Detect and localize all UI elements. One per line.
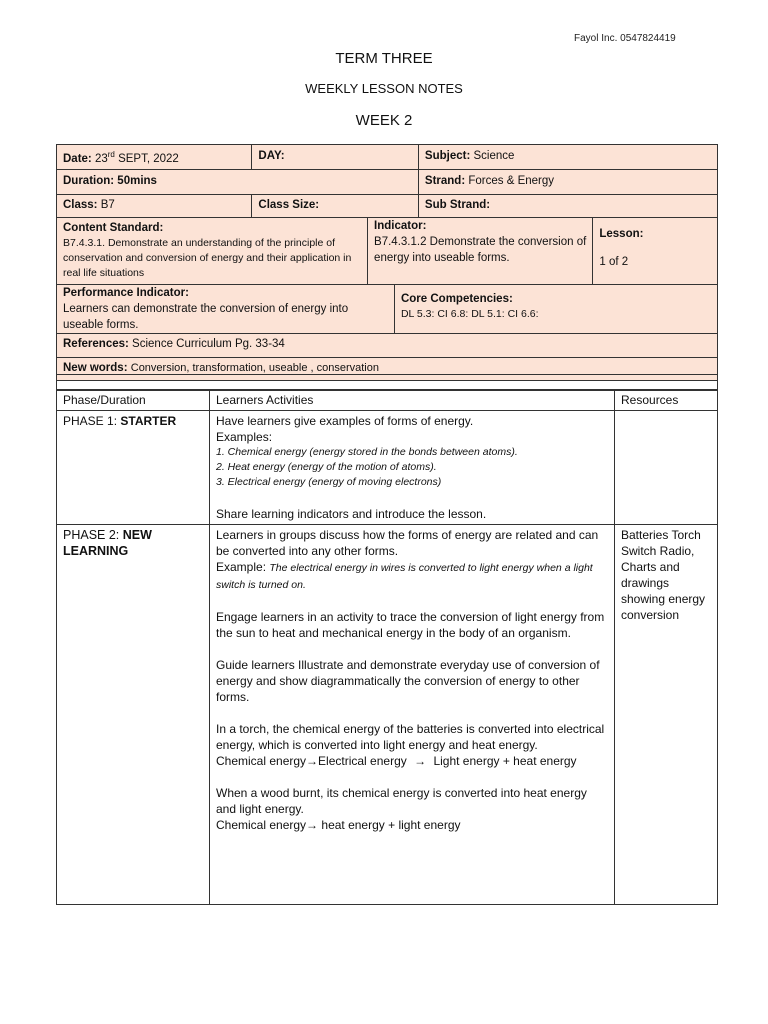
phase1-cell <box>57 411 210 525</box>
phase2-row <box>57 525 718 905</box>
strand-value: Forces & Energy <box>468 175 555 187</box>
plan-row-date <box>56 144 718 170</box>
arrow-right-icon: → <box>306 754 319 768</box>
references-cell <box>57 334 717 357</box>
energy-chain-torch <box>216 753 608 769</box>
sub-strand-cell <box>419 195 717 217</box>
energy-chain-wood <box>216 817 608 833</box>
phase2-example-text: The electrical energy in wires is converted to light energy when a light switch is turned on. <box>216 562 593 591</box>
indicator-cell <box>368 218 593 284</box>
plan-row-references <box>56 334 718 358</box>
new-words-value: Conversion, transformation, useable , conservation <box>130 362 379 374</box>
class-value: B7 <box>100 199 115 211</box>
strand-cell <box>419 170 717 194</box>
content-standard-cell <box>57 218 368 284</box>
phase1-examples-label: Examples: <box>216 430 273 444</box>
week-title: WEEK 2 <box>355 112 413 129</box>
indicator-text: B7.4.3.1.2 Demonstrate the conversion of energy into useable forms. <box>374 236 587 264</box>
new-words-label: New words: <box>63 362 128 374</box>
arrow-right-icon: → <box>414 754 427 768</box>
phase1-prefix: PHASE 1: <box>63 414 118 428</box>
phase2-paragraph-1: Learners in groups discuss how the forms of energy are related and can be converted into any other forms. <box>216 528 599 558</box>
date-day: 23 <box>94 152 108 165</box>
content-standard-label: Content Standard: <box>63 222 164 234</box>
term-title: TERM THREE <box>335 50 433 67</box>
phase1-example-1: 1. Chemical energy (energy stored in the bonds between atoms). <box>216 446 518 458</box>
arrow-right-icon: → <box>306 818 319 832</box>
performance-text: Learners can demonstrate the conversion of energy into useable forms. <box>63 303 349 331</box>
strand-label: Strand: <box>424 175 466 187</box>
phase2-paragraph-4: In a torch, the chemical energy of the batteries is converted into electrical energy, which is converted into light energy and heat energy. <box>216 722 605 752</box>
date-rest: SEPT, 2022 <box>118 152 179 165</box>
phase2-prefix: PHASE 2: <box>63 528 120 542</box>
class-size-label: Class Size: <box>258 199 320 211</box>
phase2-activities <box>210 525 615 905</box>
duration-cell <box>57 170 419 194</box>
sub-strand-label: Sub Strand: <box>424 199 491 211</box>
day-cell <box>252 145 419 169</box>
phase1-row <box>57 411 718 525</box>
plan-row-duration <box>56 170 718 195</box>
performance-label: Performance Indicator: <box>63 287 189 299</box>
plan-row-class <box>56 195 718 218</box>
header-resources: Resources <box>615 390 718 411</box>
phase1-example-2: 2. Heat energy (energy of the motion of atoms). <box>216 461 437 473</box>
chain1-light-heat: Light energy + heat energy <box>433 754 577 768</box>
phase1-example-3: 3. Electrical energy (energy of moving electrons) <box>216 476 442 488</box>
notes-subtitle: WEEKLY LESSON NOTES <box>305 81 463 96</box>
subject-value: Science <box>473 150 515 162</box>
phase2-name-2: LEARNING <box>63 544 129 558</box>
content-standard-text: B7.4.3.1. Demonstrate an understanding of the principle of conservation and conversion of energy and their application in real life situations <box>63 237 352 279</box>
activities-table <box>56 389 718 905</box>
phase2-paragraph-3: Guide learners Illustrate and demonstrate everyday use of conversion of energy and show diagrammatically the conversion of energy to other forms. <box>216 658 600 704</box>
subject-label: Subject: <box>424 150 471 162</box>
phase2-paragraph-2: Engage learners in an activity to trace the conversion of light energy from the sun to heat and mechanical energy in the body of an organism. <box>216 610 605 640</box>
phase1-intro: Have learners give examples of forms of energy. <box>216 414 474 428</box>
core-text: DL 5.3: CI 6.8: DL 5.1: CI 6.6: <box>400 308 539 320</box>
lesson-label: Lesson: <box>599 228 644 240</box>
class-label: Class: <box>63 199 98 211</box>
lesson-cell <box>593 218 717 284</box>
phase2-example-label: Example: <box>216 560 267 574</box>
header-activities: Learners Activities <box>210 390 615 411</box>
core-competencies-cell <box>395 285 717 333</box>
date-label: Date: <box>63 152 92 165</box>
phase1-activities <box>210 411 615 525</box>
date-cell <box>57 145 252 169</box>
class-size-cell <box>252 195 419 217</box>
header-phase: Phase/Duration <box>57 390 210 411</box>
chain2-heat-light: heat energy + light energy <box>321 818 461 832</box>
duration-label: Duration: 50mins <box>63 175 157 187</box>
chain1-electrical: Electrical energy <box>318 754 407 768</box>
phase1-closing: Share learning indicators and introduce the lesson. <box>216 507 487 521</box>
plan-row-standard <box>56 218 718 285</box>
phase1-resources <box>615 411 718 525</box>
chain1-chemical: Chemical energy <box>216 754 307 768</box>
indicator-label: Indicator: <box>374 220 427 232</box>
day-label: DAY: <box>258 150 285 162</box>
core-label: Core Competencies: <box>400 293 513 305</box>
chain2-chemical: Chemical energy <box>216 818 307 832</box>
references-value: Science Curriculum Pg. 33-34 <box>132 338 285 350</box>
lesson-value: 1 of 2 <box>599 256 629 268</box>
performance-cell <box>57 285 395 333</box>
plan-row-performance <box>56 285 718 334</box>
subject-cell <box>419 145 717 169</box>
lesson-plan-table <box>56 144 718 381</box>
activities-header-row <box>57 390 718 411</box>
references-label: References: <box>63 338 129 350</box>
phase2-name-1: NEW <box>122 528 152 542</box>
phase2-paragraph-5: When a wood burnt, its chemical energy is converted into heat energy and light energy. <box>216 786 587 816</box>
phase2-resources: Batteries Torch Switch Radio, Charts and drawings showing energy conversion <box>615 525 718 905</box>
class-cell <box>57 195 252 217</box>
date-sup: rd <box>107 150 115 159</box>
phase1-name: STARTER <box>120 414 177 428</box>
phase2-cell <box>57 525 210 905</box>
credit-text: Fayol Inc. 0547824419 <box>574 33 676 44</box>
